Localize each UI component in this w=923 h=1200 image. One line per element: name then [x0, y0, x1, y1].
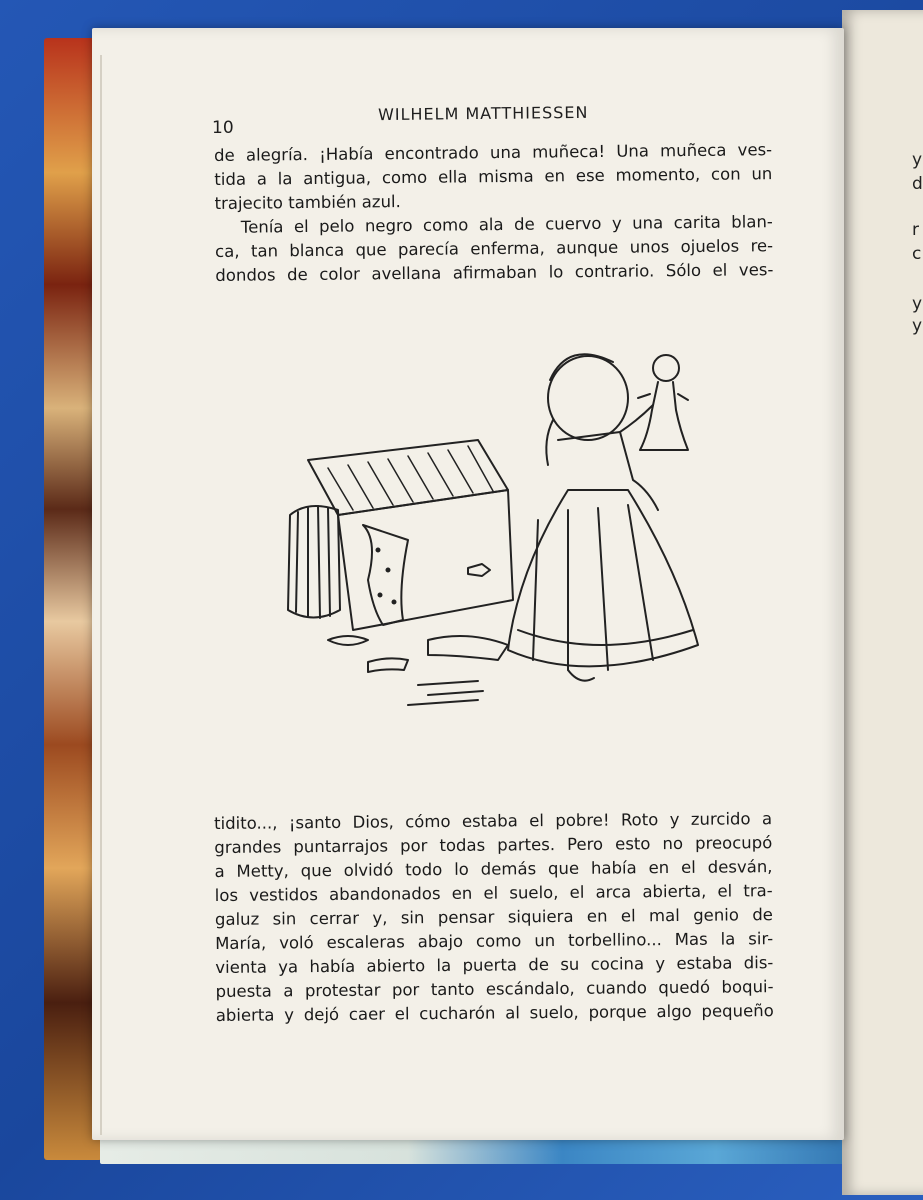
- text-line: a Metty, que olvidó todo lo demás que había en el desván,: [214, 857, 773, 881]
- facing-page-fragment: d: [912, 174, 923, 194]
- facing-page-fragment: c: [912, 244, 922, 264]
- text-line: trajecito también azul.: [214, 192, 401, 213]
- text-line: galuz sin cerrar y, sin pensar siquiera en el mal genio de: [214, 905, 773, 929]
- text-line: María, voló escaleras abajo como un torbellino... Mas la sir-: [215, 929, 774, 953]
- text-block-bottom: [214, 807, 774, 1028]
- facing-page-fragment: y: [912, 316, 923, 336]
- text-line: abierta y dejó caer el cucharón al suelo, porque algo pequeño: [215, 1001, 774, 1025]
- facing-page-fragment: y: [912, 150, 923, 170]
- text-line: tidito..., ¡santo Dios, cómo estaba el pobre! Roto y zurcido a: [214, 809, 773, 833]
- page-gutter: [100, 55, 102, 1135]
- facing-page-fragment: y: [912, 294, 923, 314]
- text-line: tida a la antigua, como ella misma en ese momento, con un: [214, 164, 773, 189]
- text-line: vienta ya había abierto la puerta de su cocina y estaba dis-: [215, 953, 774, 977]
- text-line: de alegría. ¡Había encontrado una muñeca! Una muñeca ves-: [214, 140, 773, 165]
- text-line: dondos de color avellana afirmaban lo contrario. Sólo el ves-: [215, 260, 774, 285]
- text-line: ca, tan blanca que parecía enferma, aunque unos ojuelos re-: [215, 236, 774, 261]
- running-head-author: WILHELM MATTHIESSEN: [377, 102, 589, 125]
- page-number: 10: [212, 118, 234, 138]
- text-line: los vestidos abandonados en el suelo, el arca abierta, el tra-: [214, 881, 773, 905]
- facing-page-fragment: r: [912, 220, 919, 240]
- text-line: puesta a protestar por tanto escándalo, cuando quedó boqui-: [215, 977, 774, 1001]
- text-line: Tenía el pelo negro como ala de cuervo y una carita blan-: [240, 212, 773, 237]
- text-block-top: [214, 138, 773, 288]
- illustration-girl-with-doll: [268, 340, 718, 760]
- text-line: grandes puntarrajos por todas partes. Pero esto no preocupó: [214, 833, 773, 857]
- facing-page-right: [842, 10, 923, 1195]
